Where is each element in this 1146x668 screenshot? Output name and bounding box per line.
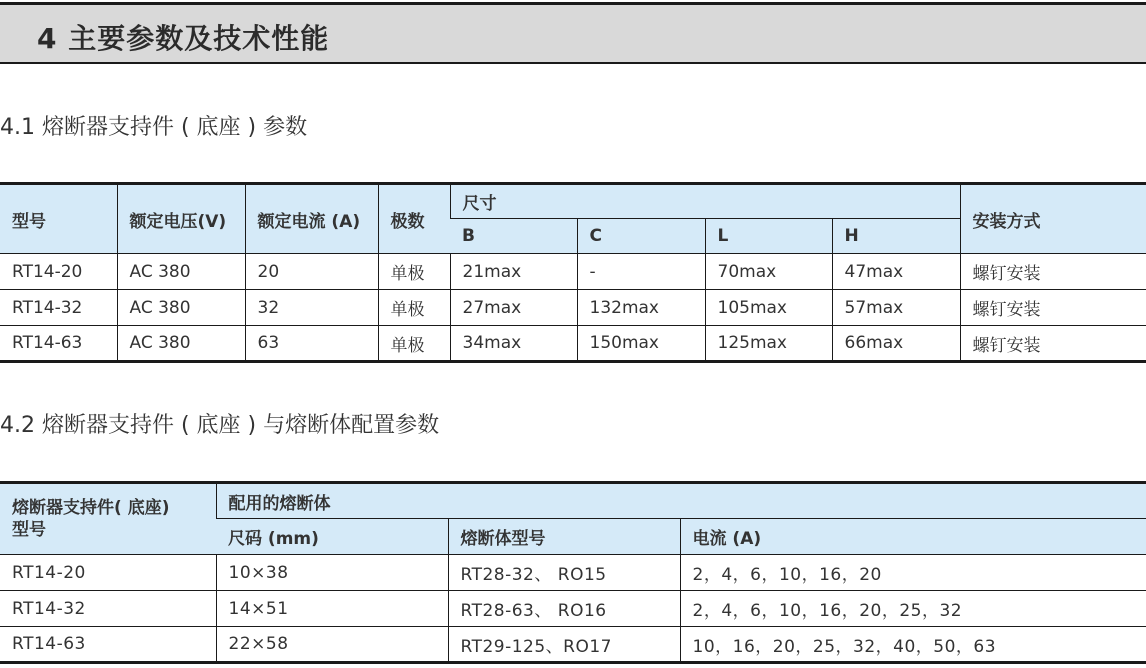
- cell-poles: 单极: [378, 254, 450, 290]
- cell-voltage: AC 380: [117, 290, 245, 326]
- cell-c: 132max: [577, 290, 705, 326]
- cell-h: 47max: [832, 254, 960, 290]
- cell-current: 2，4，6，10，16，20: [680, 555, 1146, 591]
- header-size-b: B: [450, 219, 577, 254]
- header-size-c: C: [577, 219, 705, 254]
- cell-fuse: RT29-125、RO17: [448, 627, 680, 663]
- header-size: 尺寸: [450, 184, 960, 219]
- header-fuse-group: 配用的熔断体: [216, 483, 1146, 519]
- cell-size: 14×51: [216, 591, 448, 627]
- cell-b: 27max: [450, 290, 577, 326]
- table-row: [0, 254, 1146, 290]
- cell-b: 21max: [450, 254, 577, 290]
- table1-heading: 4.1 熔断器支持件 ( 底座 ) 参数: [0, 115, 308, 140]
- header-poles: 极数: [378, 184, 450, 254]
- cell-model: RT14-63: [12, 333, 83, 353]
- section-header-bar: [0, 2, 1146, 64]
- cell-mounting: 螺钉安装: [960, 254, 1146, 290]
- section-title: 4 主要参数及技术性能: [37, 22, 330, 55]
- cell-size: 22×58: [216, 627, 448, 663]
- cell-voltage: AC 380: [117, 254, 245, 290]
- header-rated-current: 额定电流 (A): [245, 184, 378, 254]
- table2-heading: 4.2 熔断器支持件 ( 底座 ) 与熔断体配置参数: [0, 413, 440, 438]
- header-size-mm: 尺码 (mm): [216, 519, 448, 555]
- cell-model: RT14-32: [0, 591, 216, 627]
- cell-b: 34max: [450, 326, 577, 362]
- cell-current: 63: [245, 326, 378, 362]
- header-model: 型号: [0, 184, 117, 254]
- table-row: [0, 555, 1146, 591]
- header-mounting: 安装方式: [960, 184, 1146, 254]
- header-holder-model: [0, 483, 216, 555]
- cell-model: RT14-20: [0, 555, 216, 591]
- table-row: [0, 326, 1146, 362]
- cell-l: 105max: [705, 290, 832, 326]
- cell-poles: 单极: [378, 326, 450, 362]
- header-size-l: L: [705, 219, 832, 254]
- cell-current: 20: [245, 254, 378, 290]
- cell-l: 70max: [705, 254, 832, 290]
- cell-c: -: [577, 254, 705, 290]
- cell-l: 125max: [705, 326, 832, 362]
- cell-c: 150max: [577, 326, 705, 362]
- table-row: [0, 627, 1146, 663]
- cell-size: 10×38: [216, 555, 448, 591]
- cell-current: 10，16，20，25，32，40，50，63: [680, 627, 1146, 663]
- cell-h: 57max: [832, 290, 960, 326]
- header-fuse-model: 熔断体型号: [448, 519, 680, 555]
- cell-poles: 单极: [378, 290, 450, 326]
- holder-params-table: [0, 182, 1146, 363]
- cell-current: 32: [245, 290, 378, 326]
- header-current: 电流 (A): [680, 519, 1146, 555]
- cell-fuse: RT28-32、 RO15: [448, 555, 680, 591]
- header-size-h: H: [832, 219, 960, 254]
- table-row: [0, 290, 1146, 326]
- cell-mounting: 螺钉安装: [960, 290, 1146, 326]
- cell-model: RT14-32: [0, 290, 117, 326]
- header-holder-model-line1: 熔断器支持件( 底座): [12, 498, 170, 518]
- cell-h: 66max: [832, 326, 960, 362]
- table-row: [0, 591, 1146, 627]
- cell-model: RT14-63: [12, 634, 86, 654]
- fuse-config-table: [0, 481, 1146, 664]
- header-holder-model-line2: 型号: [12, 520, 46, 540]
- cell-mounting: 螺钉安装: [960, 326, 1146, 362]
- cell-voltage: AC 380: [117, 326, 245, 362]
- header-rated-voltage: 额定电压(V): [117, 184, 245, 254]
- cell-model: RT14-20: [0, 254, 117, 290]
- cell-current: 2，4，6，10，16，20，25，32: [680, 591, 1146, 627]
- cell-fuse: RT28-63、 RO16: [448, 591, 680, 627]
